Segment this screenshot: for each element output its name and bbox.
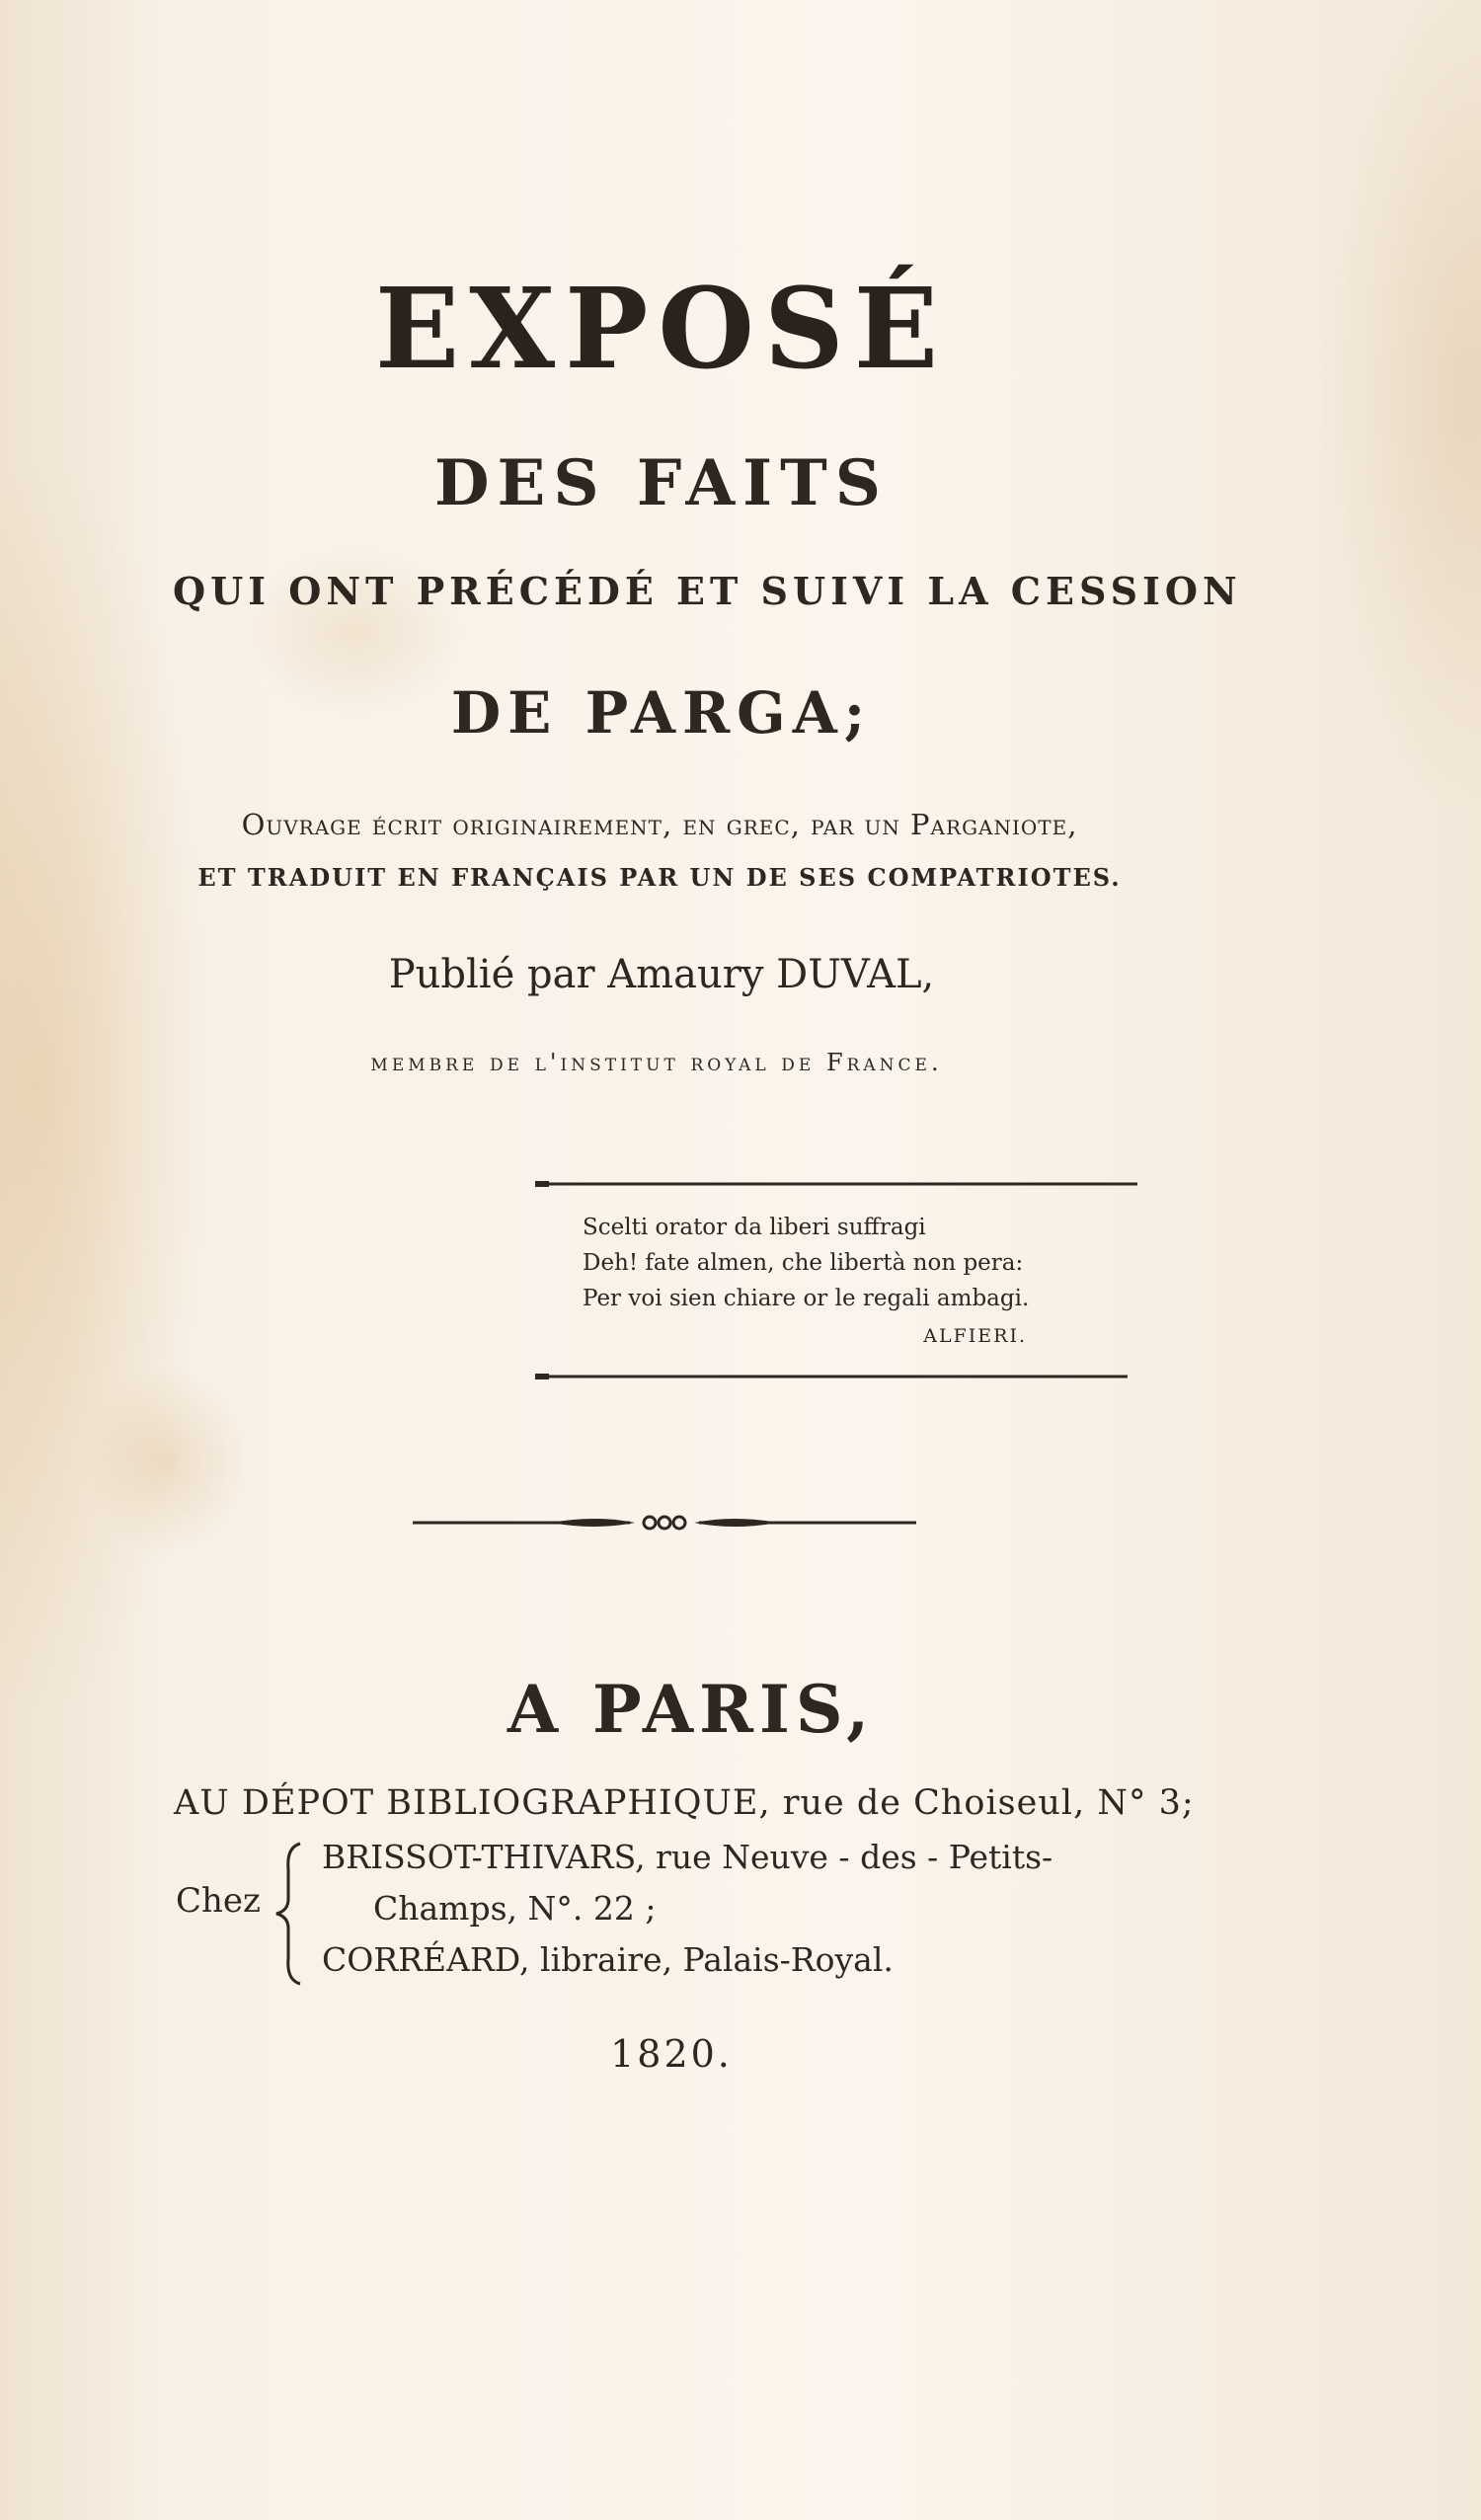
book-title: EXPOSÉ (374, 265, 949, 394)
bookseller-line-1: BRISSOT-THIVARS, rue Neuve - des - Petits- (322, 1838, 1053, 1876)
chez-label: Chez (176, 1881, 261, 1921)
imprint-place: A PARIS, (507, 1671, 876, 1748)
title-line-3: QUI ONT PRÉCÉDÉ ET SUIVI LA CESSION (173, 569, 1242, 613)
brace-icon (271, 1840, 306, 1988)
publisher-text: Publié par Amaury DUVAL, (388, 952, 935, 997)
bookseller-line-2: Champs, N°. 22 ; (373, 1889, 657, 1928)
imprint-depot: AU DÉPOT BIBLIOGRAPHIQUE, rue de Choiseul, N° 3; (174, 1783, 1195, 1823)
epigraph-line-1: Scelti orator da liberi suffragi (583, 1215, 926, 1240)
imprint-booksellers (176, 1832, 1143, 1990)
member-line: membre de l'institut royal de France. (370, 1049, 943, 1076)
epigraph-bottom-rule (535, 1374, 1137, 1379)
title-line-4: DE PARGA; (450, 679, 873, 747)
epigraph (583, 1210, 1096, 1354)
publication-year: 1820. (610, 2032, 733, 2076)
translation-note: ET TRADUIT EN FRANÇAIS PAR UN DE SES COMPATRIOTES. (197, 863, 1122, 892)
ornamental-divider (413, 1505, 916, 1540)
origin-note: Ouvrage écrit originairement, en grec, par un Parganiote, (241, 808, 1078, 841)
bookseller-line-3: CORRÉARD, libraire, Palais-Royal. (322, 1940, 894, 1979)
epigraph-top-rule (535, 1181, 1137, 1187)
publisher-line (217, 952, 1106, 997)
epigraph-line-3: Per voi sien chiare or le regali ambagi. (583, 1286, 1030, 1311)
book-subtitle: DES FAITS (434, 446, 889, 520)
epigraph-author: ALFIERI. (923, 1325, 1027, 1347)
epigraph-line-2: Deh! fate almen, che libertà non pera: (583, 1250, 1024, 1276)
